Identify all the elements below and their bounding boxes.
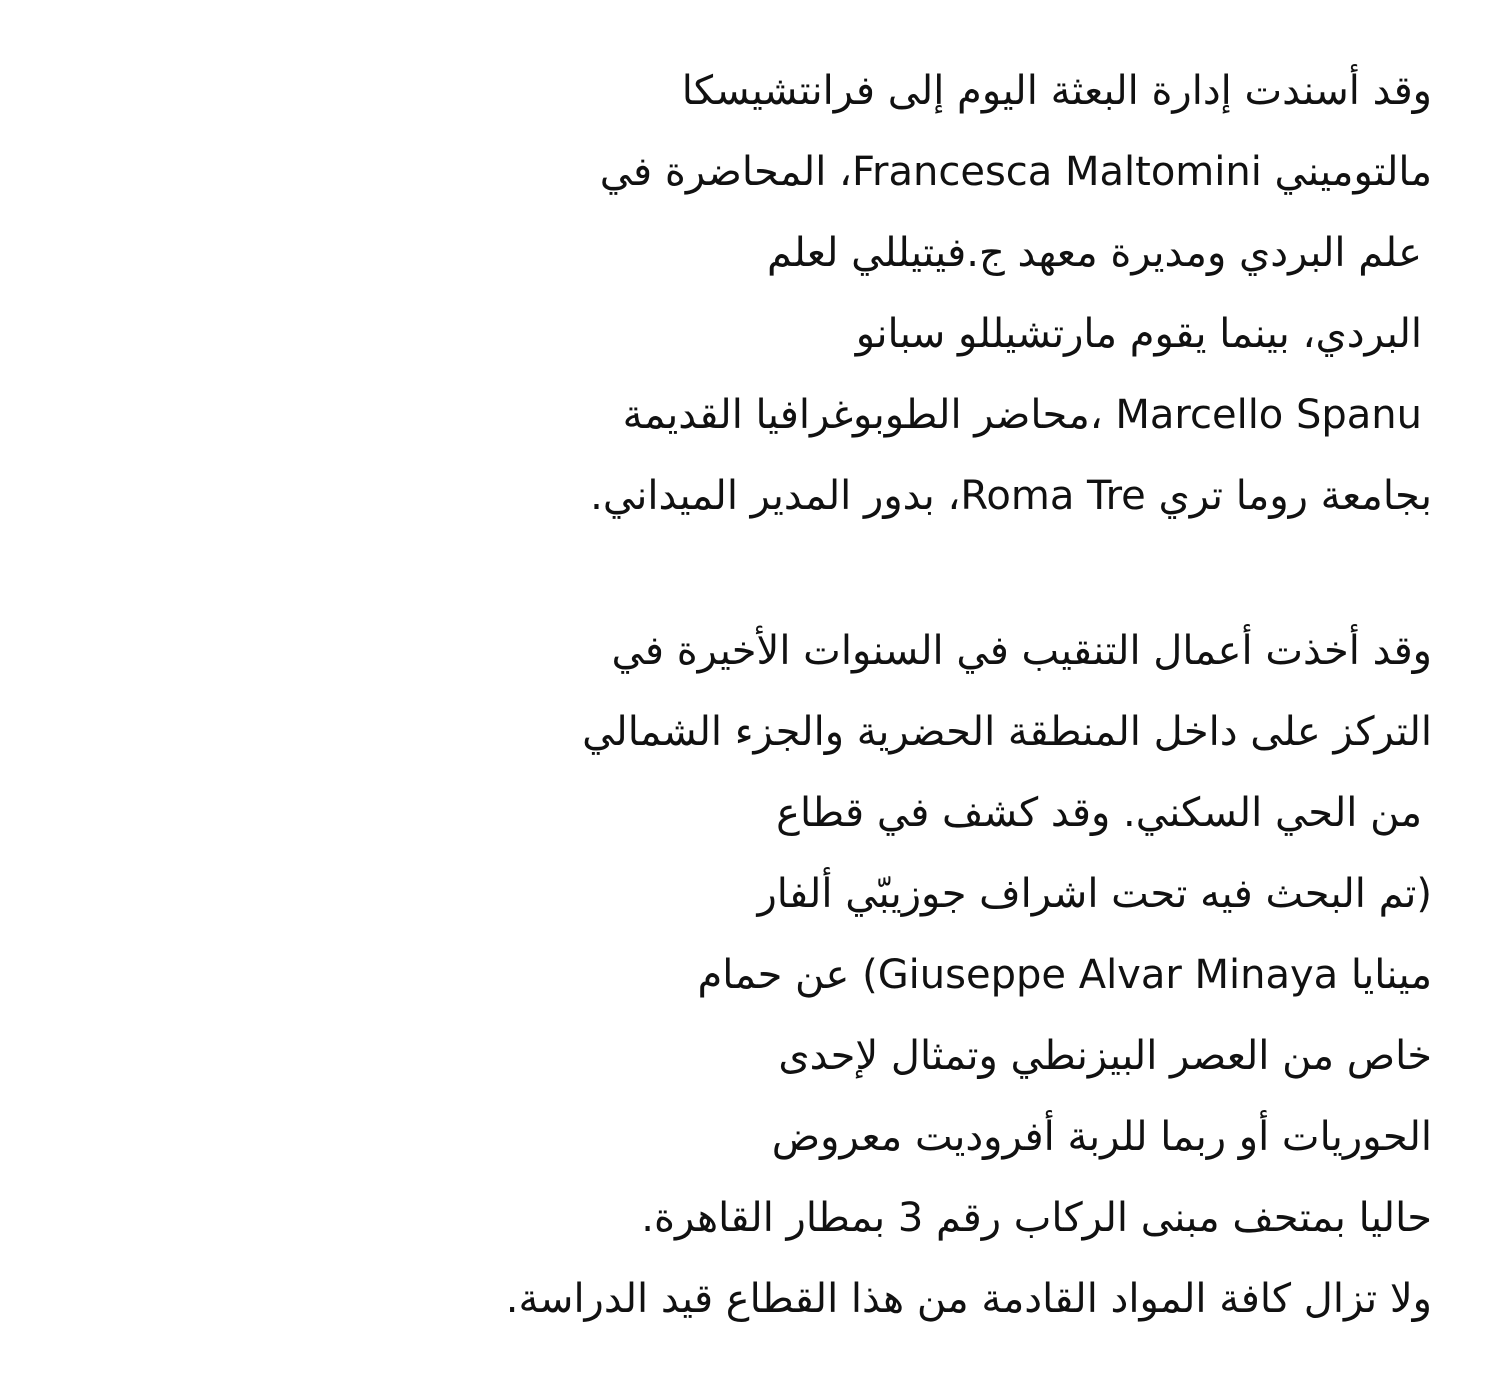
paragraph-2-line-3: من الحي السكني. وقد كشف في قطاع — [776, 790, 1422, 836]
paragraph-2 — [452, 611, 1432, 1340]
paragraph-2-line-1: وقد أخذت أعمال التنقيب في السنوات الأخيرة في — [611, 628, 1432, 674]
paragraph-2-line-8: حاليا بمتحف مبنى الركاب رقم 3 بمطار القاهرة. — [641, 1195, 1432, 1241]
paragraph-2-line-6: خاص من العصر البيزنطي وتمثال لإحدى — [778, 1033, 1432, 1079]
paragraph-2-line-2: التركز على داخل المنطقة الحضرية والجزء الشمالي — [582, 709, 1432, 755]
paragraph-1-line-2: مالتوميني Francesca Maltomini، المحاضرة في — [599, 149, 1432, 195]
paragraph-2-line-5: مينايا Giuseppe Alvar Minaya) عن حمام — [697, 952, 1432, 998]
paragraph-1-line-3: علم البردي ومديرة معهد ج.فيتيللي لعلم — [767, 230, 1422, 276]
paragraph-2-line-4: (تم البحث فيه تحت اشراف جوزيبّي ألفار — [757, 871, 1432, 917]
paragraph-1-line-1: وقد أسندت إدارة البعثة اليوم إلى فرانتشيسكا — [681, 68, 1432, 114]
paragraph-1-line-4: البردي، بينما يقوم مارتشيللو سبانو — [855, 311, 1422, 357]
paragraph-1-line-5: Marcello Spanu ،محاضر الطوبوغرافيا القديمة — [622, 392, 1422, 438]
paragraph-1 — [452, 51, 1432, 537]
paragraph-2-line-9: ولا تزال كافة المواد القادمة من هذا القطاع قيد الدراسة. — [505, 1276, 1432, 1322]
paragraph-2-line-7: الحوريات أو ربما للربة أفروديت معروض — [771, 1114, 1432, 1160]
paragraph-1-line-6: بجامعة روما تري Roma Tre، بدور المدير الميداني. — [590, 473, 1432, 519]
